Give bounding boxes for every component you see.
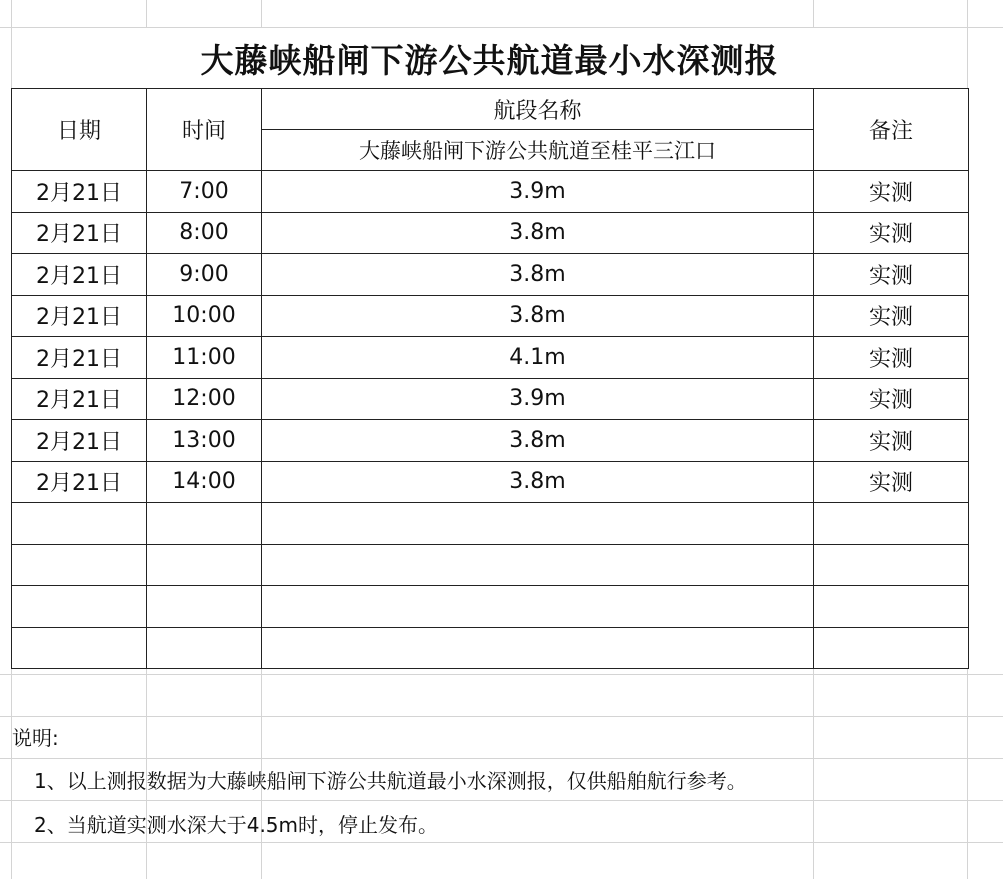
table-row [12,212,969,254]
empty-cell[interactable] [814,503,969,545]
depth-report-table [11,88,969,669]
remark-cell[interactable]: 实测 [814,254,969,296]
table-row [12,295,969,337]
empty-cell[interactable] [814,627,969,669]
table-row [12,461,969,503]
remark-cell[interactable]: 实测 [814,420,969,462]
date-cell[interactable]: 2月21日 [12,212,147,254]
empty-table-row [12,586,969,628]
remark-header[interactable]: 备注 [814,89,969,171]
depth-cell[interactable]: 3.8m [262,461,814,503]
date-cell[interactable]: 2月21日 [12,295,147,337]
empty-cell[interactable] [12,586,147,628]
time-cell[interactable]: 12:00 [147,378,262,420]
remark-cell[interactable]: 实测 [814,295,969,337]
empty-cell[interactable] [814,586,969,628]
time-cell[interactable]: 11:00 [147,337,262,379]
table-row [12,378,969,420]
date-cell[interactable]: 2月21日 [12,420,147,462]
date-header[interactable]: 日期 [12,89,147,171]
date-cell[interactable]: 2月21日 [12,171,147,213]
remark-cell[interactable]: 实测 [814,461,969,503]
table-row [12,420,969,462]
depth-cell[interactable]: 3.9m [262,378,814,420]
time-cell[interactable]: 14:00 [147,461,262,503]
time-cell[interactable]: 9:00 [147,254,262,296]
empty-cell[interactable] [814,544,969,586]
report-title: 大藤峡船闸下游公共航道最小水深测报 [12,28,967,88]
empty-cell[interactable] [262,627,814,669]
depth-cell[interactable]: 3.9m [262,171,814,213]
empty-cell[interactable] [12,503,147,545]
time-cell[interactable]: 7:00 [147,171,262,213]
date-cell[interactable]: 2月21日 [12,337,147,379]
time-cell[interactable]: 8:00 [147,212,262,254]
empty-cell[interactable] [262,586,814,628]
section-name-header[interactable]: 大藤峡船闸下游公共航道至桂平三江口 [262,130,814,171]
empty-cell[interactable] [147,544,262,586]
table-row [12,337,969,379]
depth-cell[interactable]: 3.8m [262,212,814,254]
empty-cell[interactable] [262,503,814,545]
empty-table-row [12,503,969,545]
empty-cell[interactable] [147,586,262,628]
depth-cell[interactable]: 3.8m [262,420,814,462]
depth-cell[interactable]: 3.8m [262,254,814,296]
note-item-2: 2、当航道实测水深大于4.5m时，停止发布。 [34,813,439,837]
empty-table-row [12,627,969,669]
remark-cell[interactable]: 实测 [814,171,969,213]
section-group-header[interactable]: 航段名称 [262,89,814,130]
depth-cell[interactable]: 4.1m [262,337,814,379]
header-row [12,89,969,130]
remark-cell[interactable]: 实测 [814,337,969,379]
empty-table-row [12,544,969,586]
table-row [12,171,969,213]
date-cell[interactable]: 2月21日 [12,378,147,420]
note-item-1: 1、以上测报数据为大藤峡船闸下游公共航道最小水深测报，仅供船舶航行参考。 [34,769,747,793]
depth-cell[interactable]: 3.8m [262,295,814,337]
date-cell[interactable]: 2月21日 [12,461,147,503]
empty-cell[interactable] [12,627,147,669]
empty-cell[interactable] [147,503,262,545]
time-cell[interactable]: 10:00 [147,295,262,337]
notes-heading: 说明: [12,726,59,750]
empty-cell[interactable] [262,544,814,586]
date-cell[interactable]: 2月21日 [12,254,147,296]
remark-cell[interactable]: 实测 [814,212,969,254]
table-row [12,254,969,296]
time-cell[interactable]: 13:00 [147,420,262,462]
empty-cell[interactable] [12,544,147,586]
remark-cell[interactable]: 实测 [814,378,969,420]
time-header[interactable]: 时间 [147,89,262,171]
empty-cell[interactable] [147,627,262,669]
